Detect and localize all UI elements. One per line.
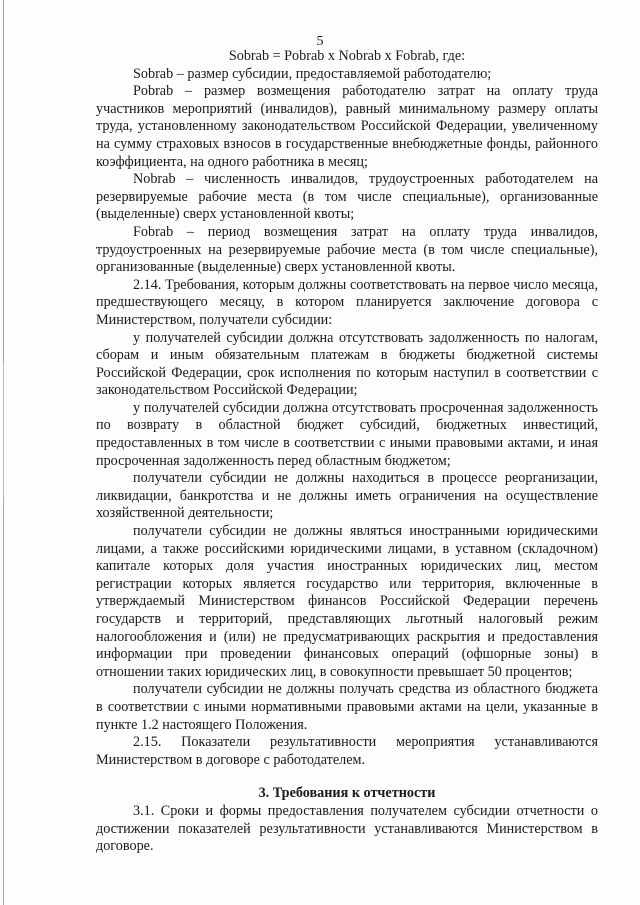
paragraph: Sobrab – размер субсидии, предоставляемой работодателю; — [133, 65, 492, 82]
paragraph: получатели субсидии не должны получать средства из областного бюджета в соответствии с иными нормативными правовыми актами на цели, указанные в пункте 1.2 настоящего Положения. — [96, 681, 598, 733]
paragraph: 3.1. Сроки и формы предоставления получателем субсидии отчетности о достижении показателей результативности устанавливаются Министерством в договоре. — [96, 802, 598, 855]
paragraph: у получателей субсидии должна отсутствовать просроченная задолженность по возврату в областной бюджет субсидий, бюджетных инвестиций, предоставленных в том числе в соответствии с иными правовыми актами, и иная просроченная задолженность перед областным бюджетом; — [96, 399, 598, 469]
paragraph: у получателей субсидии должна отсутствовать задолженность по налогам, сборам и иным обязательным платежам в бюджеты бюджетной системы Российской Федерации, срок исполнения по которым наступил в соответствии с законодательством Российской Федерации; — [96, 329, 598, 399]
paragraph: получатели субсидии не должны находиться в процессе реорганизации, ликвидации, банкротства и не должны иметь ограничения на осуществление хозяйственной деятельности; — [96, 470, 598, 522]
subsidy-formula: Sobrab = Pobrab x Nobrab x Fobrab, где: — [228, 48, 466, 64]
paragraph: Pobrab – размер возмещения работодателю затрат на оплату труда участников мероприятий (инвалидов), равный минимальному размеру оплаты труда, установленному законодательством Российской Федерации, увеличенному на сумму страховых взносов в государственные внебюджетные фонды, районного коэффициента, на одного работника в месяц; — [96, 83, 598, 170]
paragraph: Fobrab – период возмещения затрат на оплату труда инвалидов, трудоустроенных на резервируемые рабочие места (в том числе специальные), организованные (выделенные) сверх установленной квоты. — [96, 223, 598, 276]
paragraph: 2.14. Требования, которым должны соответствовать на первое число месяца, предшествующего месяцу, в котором планируется заключение договора с Министерством, получатели субсидии: — [96, 276, 598, 328]
page-number: 5 — [316, 34, 324, 49]
paragraph: получатели субсидии не должны являться иностранными юридическими лицами, а также российскими юридическими лицами, в уставном (складочном) капитале которых доля участия иностранных юридических лиц, местом регистрации которых является государство или территория, включенные в утверждаемый Министерством финансов Российской Федерации перечень государств и территорий, представляющих льготный налоговый режим налогообложения и (или) не предусматривающих раскрытия и предоставления информации при проведении финансовых операций (офшорные зоны) в отношении таких юридических лиц, в совокупности превышает 50 процентов; — [96, 523, 598, 680]
document-body — [96, 48, 598, 856]
section-title: 3. Требования к отчетности — [258, 785, 436, 802]
scan-edge-line — [3, 0, 4, 905]
paragraph: 2.15. Показатели результативности мероприятия устанавливаются Министерством в договоре с работодателем. — [96, 734, 598, 768]
paragraph: Nobrab – численность инвалидов, трудоустроенных работодателем на резервируемые рабочие места (в том числе специальные), организованные (выделенные) сверх установленной квоты; — [96, 171, 598, 223]
